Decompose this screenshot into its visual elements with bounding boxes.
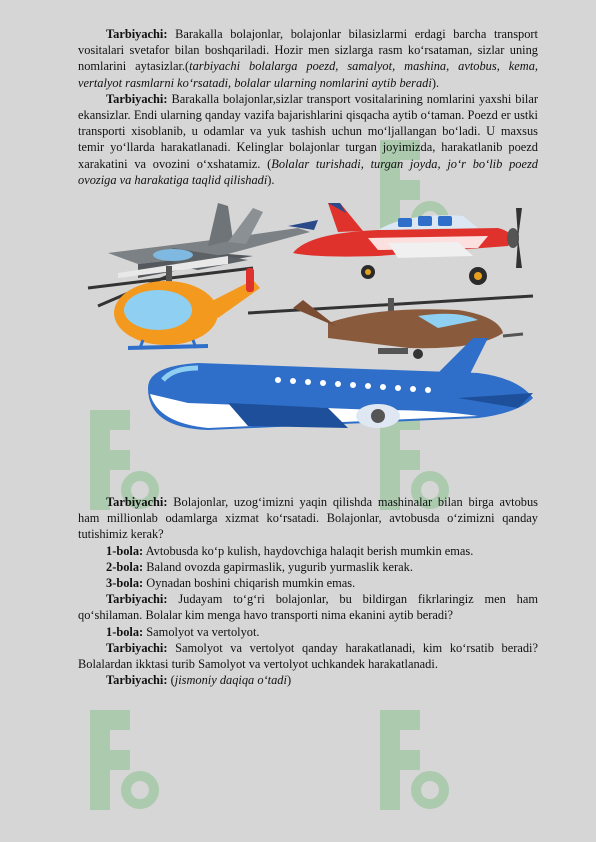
speaker-label: Tarbiyachi: xyxy=(106,91,168,106)
paragraph xyxy=(78,494,538,543)
watermark-logo xyxy=(360,700,450,820)
passenger-airliner xyxy=(148,338,533,430)
paragraph-text: ( xyxy=(167,673,175,688)
stage-direction: Bolalar turishadi, turgan joyda, jo‘r bo‘lib poezd ovoziga va harakatiga taqlid qilishadi xyxy=(78,156,538,187)
paragraph-text: Samolyot va vertolyot qanday harakatlanadi, kim ko‘rsatib beradi? Bolalardan ikktasi turib Samolyot va vertolyot uchkandek harakatlanadi. xyxy=(78,640,538,672)
orange-helicopter xyxy=(88,266,260,348)
speaker-label: Tarbiyachi: xyxy=(106,673,168,688)
paragraph xyxy=(78,543,538,559)
paragraph-text: Samolyot va vertolyot. xyxy=(143,624,260,639)
document-page xyxy=(78,26,538,688)
paragraph xyxy=(78,559,538,575)
stage-direction: tarbiyachi bolalarga poezd, samalyot, mashina, avtobus, kema, vertalyot rasmlarni ko‘rsatadi, bolalar ularning nomlarini aytib beradi xyxy=(78,59,538,90)
speaker-label: 2-bola: xyxy=(106,559,144,574)
paragraph xyxy=(78,591,538,623)
military-helicopter xyxy=(248,296,533,359)
watermark-logo xyxy=(70,700,160,820)
paragraph-text: Barakalla bolajonlar, bolajonlar bilasizlarmi erdagi barcha transport vositalari svetafor bilan boshqariladi. Hozir men sizlarga rasm ko‘rsataman, sizlar uning nomlarini aytasizlar.( xyxy=(78,27,538,74)
paragraph-tail: ). xyxy=(431,75,440,90)
paragraph xyxy=(78,575,538,591)
speaker-label: 1-bola: xyxy=(106,543,144,558)
paragraph xyxy=(78,672,538,688)
paragraph xyxy=(78,640,538,672)
paragraph-tail: ). xyxy=(267,172,275,187)
paragraph-text: Baland ovozda gapirmaslik, yugurib yurmaslik kerak. xyxy=(143,559,413,574)
paragraph-tail: ) xyxy=(286,673,292,688)
paragraph-text: Avtobusda ko‘p kulish, haydovchiga halaqit berish mumkin emas. xyxy=(143,543,474,558)
propeller-plane xyxy=(293,203,522,285)
speaker-label: 1-bola: xyxy=(106,624,144,639)
dialog-section xyxy=(78,494,538,688)
paragraph-text: Barakalla bolajonlar,sizlar transport vositalarining nomlarini yaxshi bilar ekansizlar. Endi ularning qanday vazifa bajarishlarini qisqacha aytib o‘taman. Poezd er ustki transporti xisoblanib, u odamlar va yuk tashish uchun mo‘ljallangan bo‘ladi. U maxsus temir yo‘llarda harakatlanadi. Kelinglar bolajonlar turgan joyimizda, harakatlanib poezd xarakatini va ovozini o‘xshatamiz. ( xyxy=(78,91,538,171)
paragraph-text: Bolajonlar, uzog‘imizni yaqin qilishda mashinalar bilan birga avtobus ham millionlab odamlarga xizmat ko‘rsatadi. Bolajonlar, avtobusda o‘zimizni qanday tutishimiz kerak? xyxy=(78,495,538,542)
paragraph xyxy=(78,624,538,640)
paragraph xyxy=(78,26,538,91)
speaker-label: Tarbiyachi: xyxy=(106,640,168,655)
paragraph-text: Oynadan boshini chiqarish mumkin emas. xyxy=(143,576,356,591)
intro-section xyxy=(78,26,538,188)
aircraft-illustration xyxy=(78,198,538,488)
stage-direction: jismoniy daqiqa o‘tadi xyxy=(174,673,287,688)
speaker-label: Tarbiyachi: xyxy=(106,495,168,510)
fighter-jet xyxy=(108,203,318,278)
paragraph-text: Judayam to‘g‘ri bolajonlar, bu bildirgan fikrlaringiz men ham qo‘shilaman. Bolalar kim menga havo transporti nima ekanini aytib beradi? xyxy=(78,592,538,623)
speaker-label: Tarbiyachi: xyxy=(106,27,168,41)
paragraph xyxy=(78,91,538,188)
speaker-label: Tarbiyachi: xyxy=(106,592,168,607)
speaker-label: 3-bola: xyxy=(106,576,144,591)
